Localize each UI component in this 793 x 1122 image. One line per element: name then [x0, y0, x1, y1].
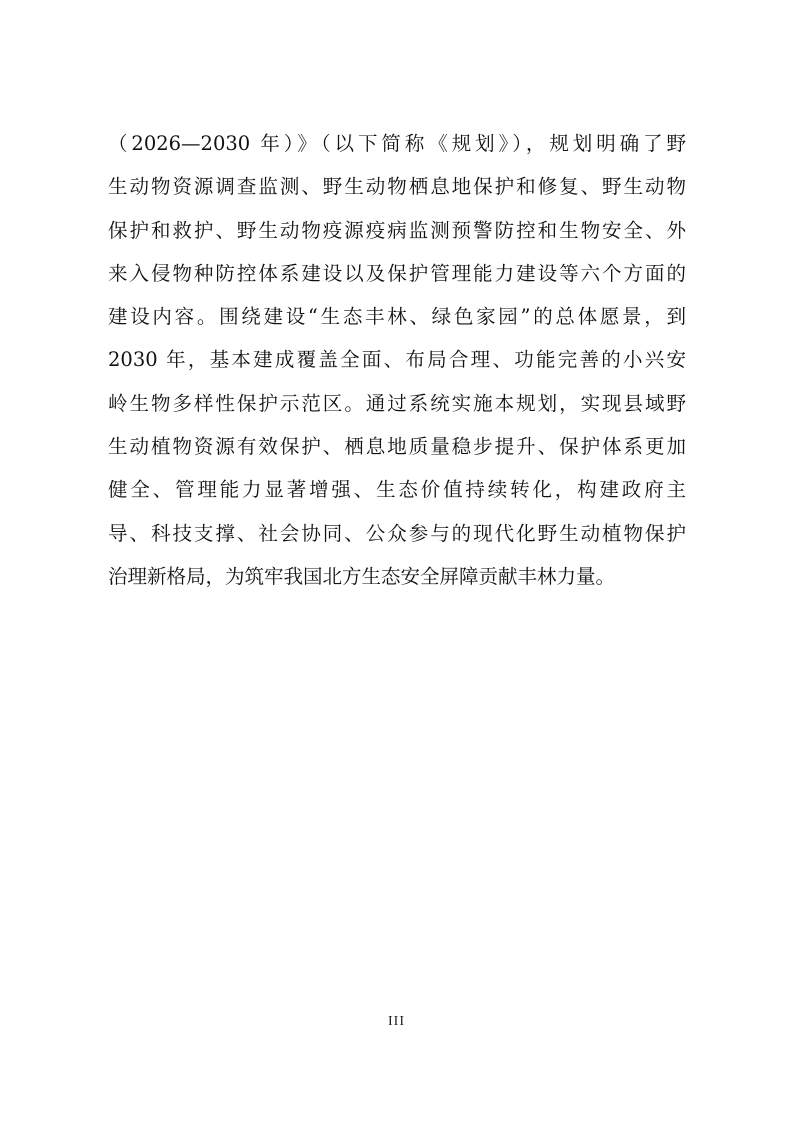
- page-number: III: [388, 1014, 405, 1029]
- paragraph-line: 导、科技支撑、社会协同、公众参与的现代化野生动植物保护: [108, 521, 686, 545]
- paragraph-line: （2026—2030 年）》（以下简称《规划》），规划明确了野: [108, 132, 686, 155]
- paragraph-line: 生动物资源调查监测、野生动物栖息地保护和修复、野生动物: [108, 175, 686, 199]
- paragraph-line: 来入侵物种防控体系建设以及保护管理能力建设等六个方面的: [108, 261, 686, 285]
- body-paragraph: [108, 122, 686, 598]
- paragraph-line: 建设内容。围绕建设“生态丰林、绿色家园”的总体愿景，到: [108, 305, 686, 329]
- paragraph-line: 保护和救护、野生动物疫源疫病监测预警防控和生物安全、外: [108, 218, 686, 242]
- paragraph-line: 岭生物多样性保护示范区。通过系统实施本规划，实现县域野: [108, 391, 686, 415]
- paragraph-line: 健全、管理能力显著增强、生态价值持续转化，构建政府主: [108, 478, 686, 502]
- paragraph-line: 2030 年，基本建成覆盖全面、布局合理、功能完善的小兴安: [108, 348, 686, 372]
- paragraph-line: 生动植物资源有效保护、栖息地质量稳步提升、保护体系更加: [108, 435, 686, 459]
- paragraph-line: 治理新格局，为筑牢我国北方生态安全屏障贡献丰林力量。: [108, 564, 616, 588]
